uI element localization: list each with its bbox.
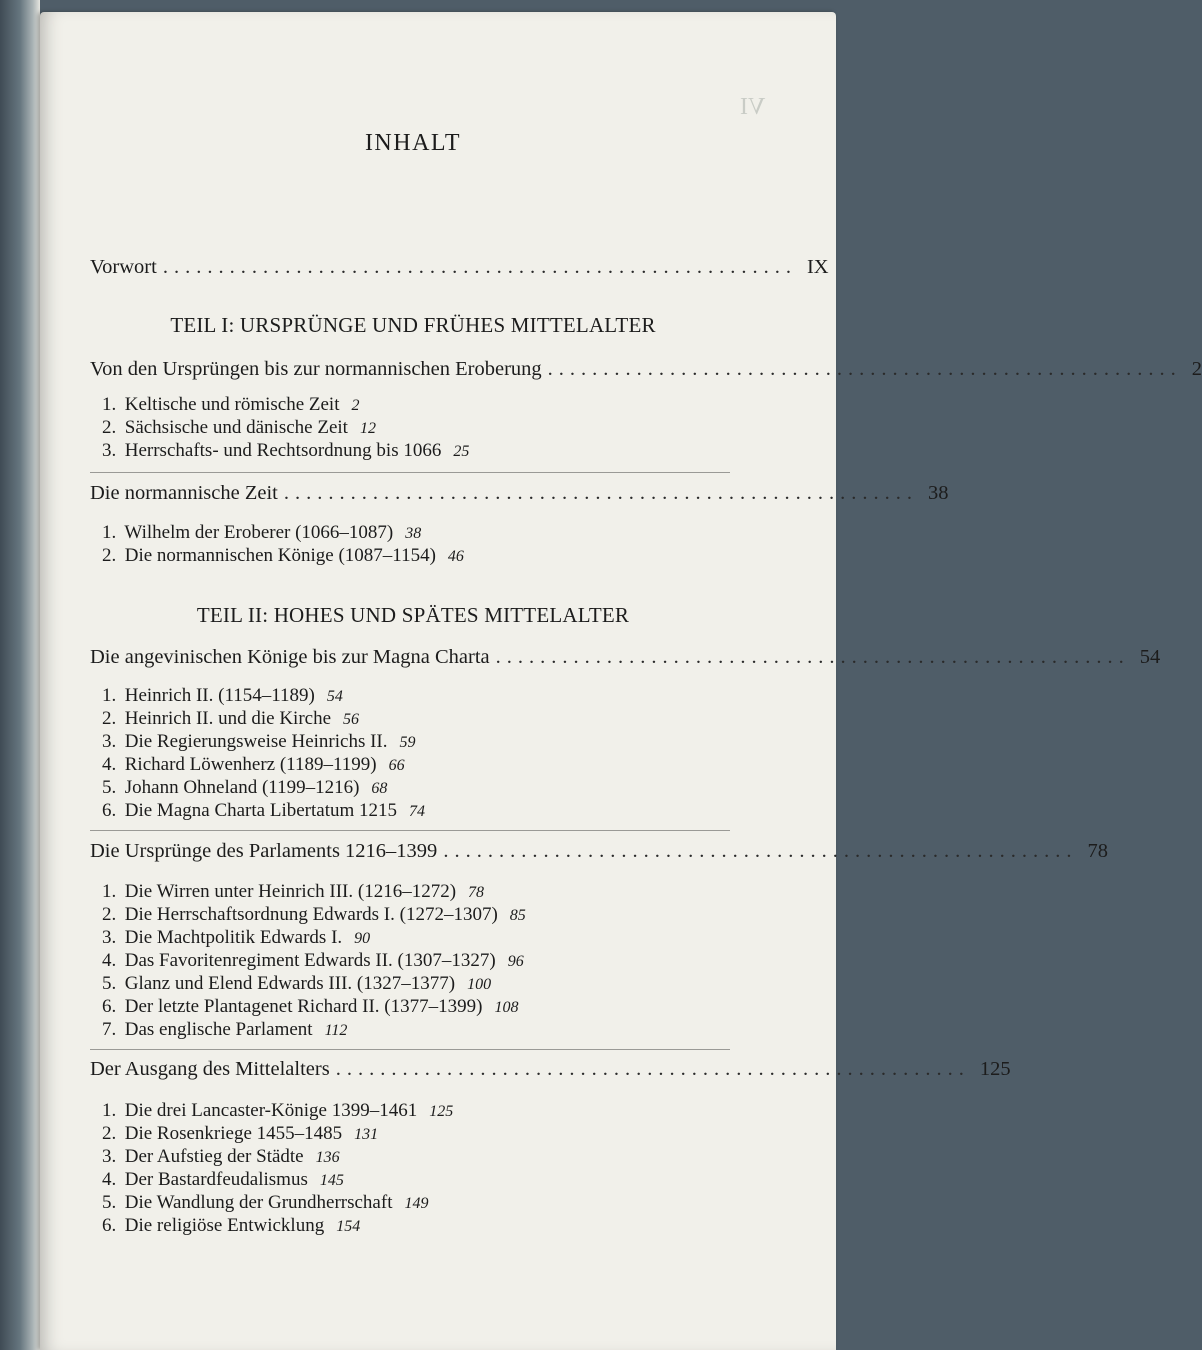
section-page: 149 bbox=[404, 1195, 429, 1212]
section-page: 100 bbox=[467, 976, 492, 993]
section-page: 74 bbox=[409, 803, 426, 820]
section-item[interactable]: 2. Heinrich II. und die Kirche 56 bbox=[102, 708, 360, 729]
chapter-page: 38 bbox=[927, 482, 949, 504]
table-of-contents bbox=[90, 12, 1202, 1350]
section-item[interactable]: 2. Die normannischen Könige (1087–1154) 46 bbox=[102, 545, 464, 566]
section-item[interactable]: 3. Der Aufstieg der Städte 136 bbox=[102, 1146, 340, 1167]
part-heading: TEIL II: HOHES UND SPÄTES MITTELALTER bbox=[196, 603, 630, 627]
section-page: 68 bbox=[371, 780, 388, 797]
section-page: 96 bbox=[507, 953, 524, 970]
section-list bbox=[102, 881, 732, 1042]
leader-dots: ......................................................... bbox=[495, 646, 1130, 668]
section-item[interactable]: 2. Die Herrschaftsordnung Edwards I. (1272–1307) 85 bbox=[102, 904, 526, 925]
chapter-title: Die Ursprünge des Parlaments 1216–1399 bbox=[90, 840, 438, 862]
section-page: 136 bbox=[315, 1149, 340, 1166]
section-item[interactable]: 4. Richard Löwenherz (1189–1199) 66 bbox=[102, 754, 405, 775]
bleed-through-mark: VI bbox=[740, 94, 766, 120]
page-title: INHALT bbox=[364, 130, 462, 156]
chapter-row[interactable] bbox=[90, 1058, 1011, 1088]
section-page: 154 bbox=[336, 1218, 361, 1235]
section-item[interactable]: 1. Heinrich II. (1154–1189) 54 bbox=[102, 685, 343, 706]
chapter-row[interactable] bbox=[90, 482, 949, 512]
section-list bbox=[102, 522, 732, 568]
leader-dots: ......................................................... bbox=[335, 1058, 970, 1080]
section-page: 90 bbox=[354, 930, 371, 947]
section-item[interactable]: 6. Der letzte Plantagenet Richard II. (1377–1399) 108 bbox=[102, 996, 519, 1017]
chapter-page: 78 bbox=[1087, 840, 1108, 862]
chapter-row[interactable] bbox=[90, 358, 1202, 388]
leader-dots: ......................................................... bbox=[162, 256, 797, 278]
section-item[interactable]: 3. Die Regierungsweise Heinrichs II. 59 bbox=[102, 731, 416, 752]
section-page: 2 bbox=[351, 397, 360, 414]
section-item[interactable]: 5. Johann Ohneland (1199–1216) 68 bbox=[102, 777, 388, 798]
chapter-row[interactable] bbox=[90, 646, 1161, 676]
section-item[interactable]: 3. Die Machtpolitik Edwards I. 90 bbox=[102, 927, 371, 948]
toc-preface-row[interactable] bbox=[90, 256, 829, 286]
section-list bbox=[102, 394, 732, 463]
section-item[interactable]: 3. Herrschafts- und Rechtsordnung bis 1066 25 bbox=[102, 440, 470, 461]
part-heading: TEIL I: URSPRÜNGE UND FRÜHES MITTELALTER bbox=[170, 313, 656, 337]
chapter-title: Der Ausgang des Mittelalters bbox=[90, 1058, 330, 1080]
divider bbox=[90, 472, 730, 473]
section-page: 66 bbox=[388, 757, 405, 774]
section-page: 12 bbox=[359, 420, 376, 437]
chapter-title: Von den Ursprüngen bis zur normannischen Eroberung bbox=[90, 358, 542, 380]
section-item[interactable]: 7. Das englische Parlament 112 bbox=[102, 1019, 348, 1040]
section-page: 59 bbox=[399, 734, 416, 751]
section-item[interactable]: 4. Das Favoritenregiment Edwards II. (1307–1327) 96 bbox=[102, 950, 524, 971]
section-item[interactable]: 5. Die Wandlung der Grundherrschaft 149 bbox=[102, 1192, 429, 1213]
chapter-page: 2 bbox=[1191, 358, 1202, 380]
section-page: 25 bbox=[453, 443, 470, 460]
section-page: 46 bbox=[447, 548, 464, 565]
section-page: 108 bbox=[494, 999, 519, 1016]
section-page: 78 bbox=[468, 884, 485, 901]
section-item[interactable]: 6. Die Magna Charta Libertatum 1215 74 bbox=[102, 800, 426, 821]
book-spine bbox=[0, 0, 40, 1350]
section-item[interactable]: 5. Glanz und Elend Edwards III. (1327–1377) 100 bbox=[102, 973, 492, 994]
book-page bbox=[40, 12, 1202, 1350]
chapter-page: 125 bbox=[979, 1058, 1011, 1080]
section-item[interactable]: 4. Der Bastardfeudalismus 145 bbox=[102, 1169, 344, 1190]
toc-entry-page: IX bbox=[806, 256, 829, 278]
section-page: 131 bbox=[354, 1126, 379, 1143]
leader-dots: ......................................................... bbox=[443, 840, 1078, 862]
section-page: 125 bbox=[429, 1103, 454, 1120]
section-list bbox=[102, 1100, 732, 1238]
section-item[interactable]: 1. Die Wirren unter Heinrich III. (1216–1272) 78 bbox=[102, 881, 485, 902]
leader-dots: ......................................................... bbox=[283, 482, 918, 504]
divider bbox=[90, 1049, 730, 1050]
section-page: 85 bbox=[509, 907, 526, 924]
leader-dots: ......................................................... bbox=[547, 358, 1182, 380]
chapter-page: 54 bbox=[1139, 646, 1161, 668]
section-page: 54 bbox=[326, 688, 343, 705]
chapter-title: Die normannische Zeit bbox=[90, 482, 278, 504]
section-page: 38 bbox=[405, 525, 422, 542]
section-list bbox=[102, 685, 732, 823]
section-item[interactable]: 2. Sächsische und dänische Zeit 12 bbox=[102, 417, 376, 438]
divider bbox=[90, 830, 730, 831]
chapter-title: Die angevinischen Könige bis zur Magna Charta bbox=[90, 646, 490, 668]
section-item[interactable]: 1. Wilhelm der Eroberer (1066–1087) 38 bbox=[102, 522, 422, 543]
section-page: 112 bbox=[324, 1022, 348, 1039]
section-item[interactable]: 1. Die drei Lancaster-Könige 1399–1461 125 bbox=[102, 1100, 454, 1121]
section-page: 56 bbox=[343, 711, 360, 728]
chapter-row[interactable] bbox=[90, 840, 1108, 870]
section-item[interactable]: 2. Die Rosenkriege 1455–1485 131 bbox=[102, 1123, 379, 1144]
section-item[interactable]: 6. Die religiöse Entwicklung 154 bbox=[102, 1215, 361, 1236]
toc-entry-title: Vorwort bbox=[90, 256, 157, 278]
section-item[interactable]: 1. Keltische und römische Zeit 2 bbox=[102, 394, 360, 415]
section-page: 145 bbox=[319, 1172, 344, 1189]
